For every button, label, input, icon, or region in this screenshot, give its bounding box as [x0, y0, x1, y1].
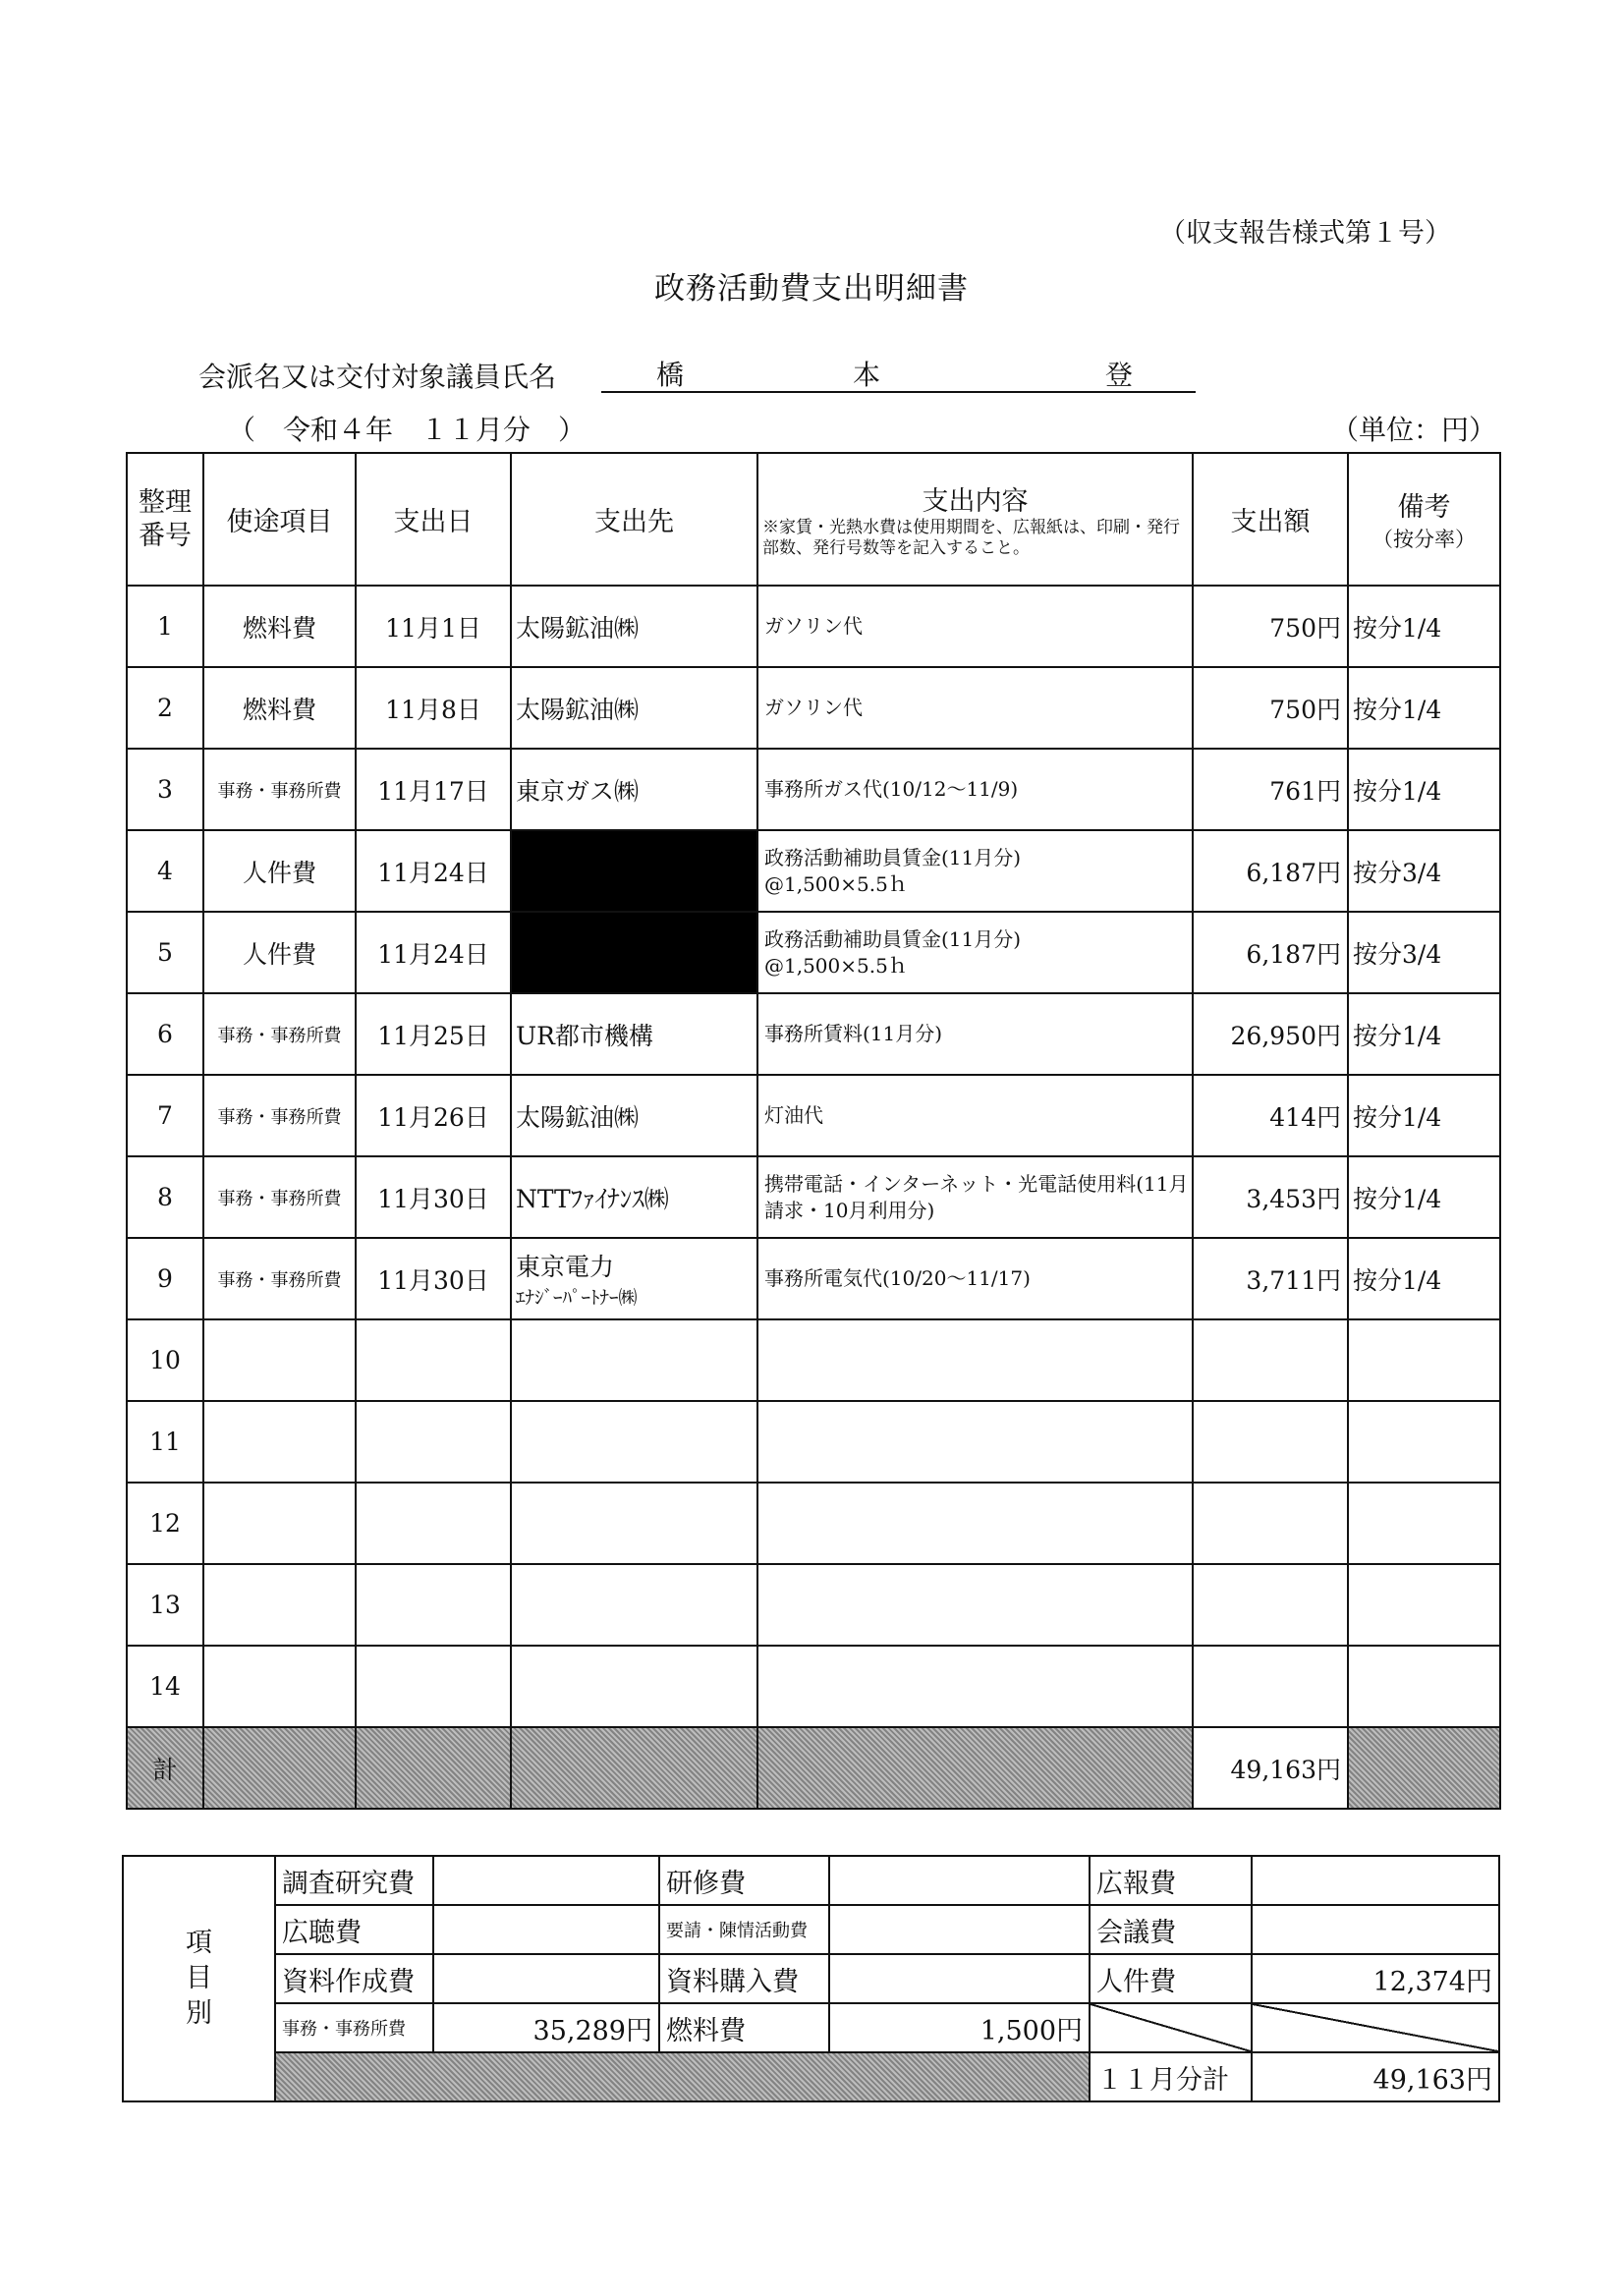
row-date [356, 1646, 511, 1727]
row-date [356, 1319, 511, 1401]
row-category: 事務・事務所費 [203, 993, 356, 1075]
row-amount [1193, 1646, 1348, 1727]
summary-item-label: 要請・陳情活動費 [659, 1905, 829, 1954]
month-total-value: 49,163円 [1252, 2052, 1499, 2101]
summary-item-value: 1,500円 [829, 2003, 1090, 2052]
row-number: 6 [127, 993, 203, 1075]
member-name-part: 登 [1105, 359, 1134, 391]
row-category: 燃料費 [203, 586, 356, 667]
row-content: ガソリン代 [757, 586, 1193, 667]
row-remarks: 按分1/4 [1348, 667, 1500, 749]
row-amount [1193, 1483, 1348, 1564]
row-category: 燃料費 [203, 667, 356, 749]
row-amount: 750円 [1193, 667, 1348, 749]
row-payee-sub: ｴﾅｼﾞｰﾊﾟｰﾄﾅｰ㈱ [516, 1287, 638, 1309]
row-category [203, 1319, 356, 1401]
row-number: 2 [127, 667, 203, 749]
row-category: 事務・事務所費 [203, 1075, 356, 1156]
row-date: 11月25日 [356, 993, 511, 1075]
row-amount: 3,711円 [1193, 1238, 1348, 1319]
shaded-cell [1348, 1727, 1500, 1809]
row-amount: 6,187円 [1193, 830, 1348, 912]
summary-item-label: 資料購入費 [659, 1954, 829, 2003]
expense-row [127, 1401, 1500, 1483]
category-summary-table [122, 1855, 1500, 2102]
row-content [757, 1319, 1193, 1401]
row-number: 1 [127, 586, 203, 667]
expense-row [127, 749, 1500, 830]
header-remarks-title: 備考 [1397, 492, 1451, 523]
summary-item-value [829, 1856, 1090, 1905]
row-amount: 6,187円 [1193, 912, 1348, 993]
expense-table [126, 452, 1501, 1810]
row-payee: 東京ガス㈱ [511, 749, 757, 830]
row-date: 11月30日 [356, 1156, 511, 1238]
row-category [203, 1483, 356, 1564]
row-category [203, 1564, 356, 1646]
summary-item-label: 調査研究費 [275, 1856, 433, 1905]
header-content-title: 支出内容 [922, 486, 1029, 517]
row-payee: 太陽鉱油㈱ [511, 586, 757, 667]
total-row [127, 1727, 1500, 1809]
row-payee: UR都市機構 [511, 993, 757, 1075]
summary-row [123, 2003, 1499, 2052]
header-remarks-sub: （按分率） [1372, 528, 1476, 551]
row-number: 10 [127, 1319, 203, 1401]
summary-item-label: 資料作成費 [275, 1954, 433, 2003]
row-remarks [1348, 1564, 1500, 1646]
row-amount: 3,453円 [1193, 1156, 1348, 1238]
row-remarks: 按分1/4 [1348, 586, 1500, 667]
diagonal-empty-cell [1252, 2003, 1499, 2052]
expense-row [127, 1156, 1500, 1238]
row-remarks: 按分1/4 [1348, 1156, 1500, 1238]
row-date: 11月30日 [356, 1238, 511, 1319]
row-amount [1193, 1564, 1348, 1646]
header-content-note: ※家賃・光熱水費は使用期間を、広報紙は、印刷・発行部数、発行号数等を記入すること。 [762, 518, 1180, 558]
row-content: 灯油代 [757, 1075, 1193, 1156]
row-category [203, 1646, 356, 1727]
expense-row [127, 667, 1500, 749]
summary-row [123, 2052, 1499, 2101]
summary-row [123, 1856, 1499, 1905]
shaded-cell [275, 2052, 1090, 2101]
total-label: 計 [127, 1727, 203, 1809]
row-amount: 414円 [1193, 1075, 1348, 1156]
row-amount: 761円 [1193, 749, 1348, 830]
row-content [757, 1646, 1193, 1727]
row-content [757, 1401, 1193, 1483]
row-amount [1193, 1401, 1348, 1483]
summary-item-value [1252, 1856, 1499, 1905]
expense-row [127, 586, 1500, 667]
row-date [356, 1401, 511, 1483]
row-category: 人件費 [203, 912, 356, 993]
row-payee: 太陽鉱油㈱ [511, 667, 757, 749]
header-content [757, 453, 1193, 586]
row-number: 14 [127, 1646, 203, 1727]
expense-row [127, 1319, 1500, 1401]
summary-item-value [433, 1905, 659, 1954]
summary-side-label: 項 目 別 [123, 1856, 275, 2101]
row-number: 12 [127, 1483, 203, 1564]
member-name-part: 本 [853, 359, 881, 391]
month-total-label: １１月分計 [1090, 2052, 1252, 2101]
row-date [356, 1564, 511, 1646]
row-date [356, 1483, 511, 1564]
row-content: 事務所賃料(11月分) [757, 993, 1193, 1075]
row-date: 11月17日 [356, 749, 511, 830]
shaded-cell [511, 1727, 757, 1809]
row-remarks [1348, 1646, 1500, 1727]
expense-row [127, 993, 1500, 1075]
row-content [757, 1564, 1193, 1646]
row-date: 11月26日 [356, 1075, 511, 1156]
row-category: 人件費 [203, 830, 356, 912]
total-amount: 49,163円 [1193, 1727, 1348, 1809]
row-content: ガソリン代 [757, 667, 1193, 749]
expense-row [127, 1238, 1500, 1319]
row-content: 事務所電気代(10/20～11/17) [757, 1238, 1193, 1319]
row-payee-name: 東京電力 [516, 1253, 615, 1281]
row-remarks: 按分3/4 [1348, 912, 1500, 993]
row-payee [511, 1564, 757, 1646]
row-remarks: 按分1/4 [1348, 1238, 1500, 1319]
row-remarks [1348, 1483, 1500, 1564]
row-number: 13 [127, 1564, 203, 1646]
row-amount: 26,950円 [1193, 993, 1348, 1075]
member-name-part: 橋 [656, 359, 685, 391]
row-payee [511, 1238, 757, 1319]
summary-item-label: 研修費 [659, 1856, 829, 1905]
currency-unit: （単位：円） [1331, 414, 1497, 446]
redacted-payee [511, 912, 757, 993]
summary-item-value [829, 1905, 1090, 1954]
row-remarks: 按分1/4 [1348, 993, 1500, 1075]
document-title: 政務活動費支出明細書 [654, 271, 969, 307]
row-number: 5 [127, 912, 203, 993]
row-content: 事務所ガス代(10/12～11/9) [757, 749, 1193, 830]
row-category: 事務・事務所費 [203, 1238, 356, 1319]
row-payee: 太陽鉱油㈱ [511, 1075, 757, 1156]
shaded-cell [356, 1727, 511, 1809]
expense-row [127, 1075, 1500, 1156]
row-date: 11月1日 [356, 586, 511, 667]
summary-item-value: 35,289円 [433, 2003, 659, 2052]
row-payee [511, 1401, 757, 1483]
report-period: （ 令和４年 １１月分 ） [228, 414, 587, 446]
summary-item-label: 会議費 [1090, 1905, 1252, 1954]
row-remarks: 按分1/4 [1348, 1075, 1500, 1156]
header-remarks [1348, 453, 1500, 586]
header-date: 支出日 [356, 453, 511, 586]
expense-row [127, 1646, 1500, 1727]
member-label: 会派名又は交付対象議員氏名 [198, 361, 557, 393]
row-category: 事務・事務所費 [203, 1156, 356, 1238]
expense-table-header [127, 453, 1500, 586]
summary-item-label: 広聴費 [275, 1905, 433, 1954]
summary-row [123, 1905, 1499, 1954]
diagonal-empty-cell [1090, 2003, 1252, 2052]
expense-row [127, 1564, 1500, 1646]
expense-row [127, 830, 1500, 912]
summary-item-label: 燃料費 [659, 2003, 829, 2052]
row-number: 11 [127, 1401, 203, 1483]
row-category [203, 1401, 356, 1483]
row-payee [511, 1319, 757, 1401]
summary-item-value [433, 1856, 659, 1905]
row-content: 政務活動補助員賃金(11月分) @1,500×5.5ｈ [757, 830, 1193, 912]
row-amount [1193, 1319, 1348, 1401]
expense-row [127, 912, 1500, 993]
row-payee [511, 1483, 757, 1564]
row-date: 11月24日 [356, 912, 511, 993]
row-remarks [1348, 1319, 1500, 1401]
summary-item-value: 12,374円 [1252, 1954, 1499, 2003]
summary-row [123, 1954, 1499, 2003]
form-number: （収支報告様式第１号） [1159, 218, 1451, 249]
header-category: 使途項目 [203, 453, 356, 586]
expense-row [127, 1483, 1500, 1564]
summary-item-value [829, 1954, 1090, 2003]
row-number: 9 [127, 1238, 203, 1319]
row-number: 4 [127, 830, 203, 912]
row-payee [511, 1646, 757, 1727]
header-payee: 支出先 [511, 453, 757, 586]
summary-item-label: 人件費 [1090, 1954, 1252, 2003]
header-no: 整理 番号 [127, 453, 203, 586]
row-date: 11月8日 [356, 667, 511, 749]
redacted-payee [511, 830, 757, 912]
row-content [757, 1483, 1193, 1564]
summary-item-value [433, 1954, 659, 2003]
shaded-cell [203, 1727, 356, 1809]
row-date: 11月24日 [356, 830, 511, 912]
row-content: 携帯電話・インターネット・光電話使用料(11月請求・10月利用分) [757, 1156, 1193, 1238]
header-amount: 支出額 [1193, 453, 1348, 586]
shaded-cell [757, 1727, 1193, 1809]
row-number: 7 [127, 1075, 203, 1156]
row-number: 3 [127, 749, 203, 830]
row-remarks: 按分3/4 [1348, 830, 1500, 912]
row-number: 8 [127, 1156, 203, 1238]
row-amount: 750円 [1193, 586, 1348, 667]
summary-item-value [1252, 1905, 1499, 1954]
row-remarks: 按分1/4 [1348, 749, 1500, 830]
summary-item-label: 広報費 [1090, 1856, 1252, 1905]
row-category: 事務・事務所費 [203, 749, 356, 830]
row-payee: NTTﾌｧｲﾅﾝｽ㈱ [511, 1156, 757, 1238]
summary-item-label: 事務・事務所費 [275, 2003, 433, 2052]
row-content: 政務活動補助員賃金(11月分) @1,500×5.5ｈ [757, 912, 1193, 993]
row-remarks [1348, 1401, 1500, 1483]
